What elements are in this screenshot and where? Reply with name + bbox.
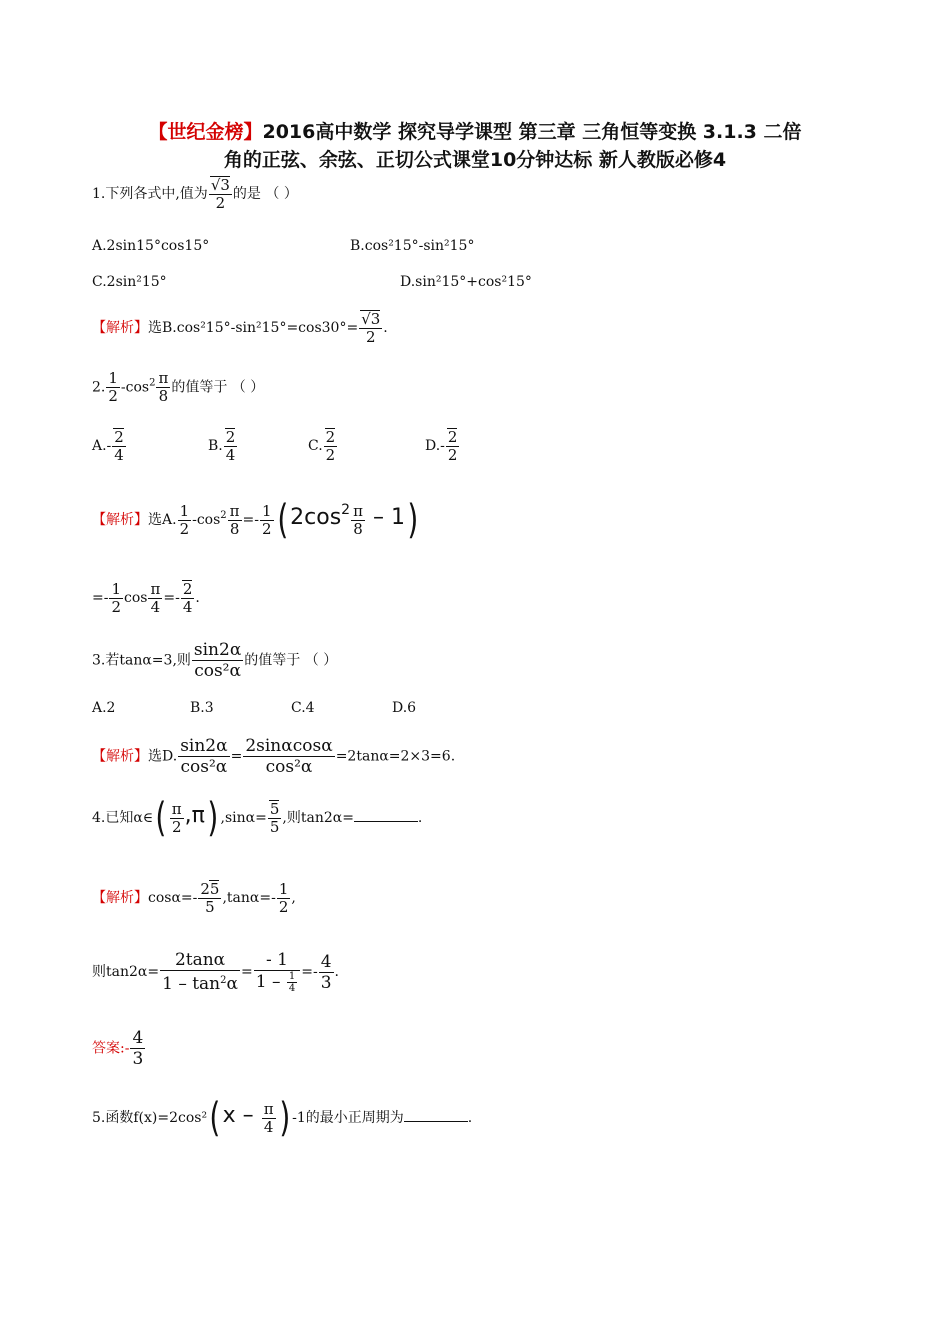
q5-stem: 5.函数f(x)=2cos²( x – $\frac{\pi}{4}$ ) -1的最小正周期为 .: [92, 1095, 473, 1141]
q1-option-a: A.2sin15°cos15°: [92, 238, 210, 254]
q4-answer: 答案:- $\frac{4}{3}$: [92, 1028, 144, 1069]
q5-answer-blank: [404, 1121, 468, 1122]
q1-analysis: 【解析】选B.cos²15°-sin²15°=cos30°= $\frac{√3}{2}$ .: [92, 310, 388, 346]
q3-option-d: D.6: [392, 700, 417, 716]
q4-analysis: 【解析】cosα=- $\frac{25}{5}$ ,tanα=- $\frac{1}{2}$ ,: [92, 879, 296, 916]
q2-option-b: B. $\frac{2}{4}$: [208, 428, 236, 464]
q3-option-a: A.2: [92, 700, 116, 716]
q3-stem: 3.若tanα=3,则 $\frac{\sin 2\alpha}{\text{cos²α}}$ 的值等于 （ ）: [92, 640, 338, 681]
q2-option-d: D.- $\frac{2}{2}$: [425, 428, 458, 464]
q2-analysis: 【解析】选A. $\frac{1}{2}$ $-\cos^2$ $\frac{\pi}{8}$ =- $\frac{1}{2}$ ( $2\cos^2$ $\frac{\pi}{8}$ – 1): [92, 497, 419, 543]
q2-option-c: C. $\frac{2}{2}$: [308, 428, 336, 464]
q1-option-b: B.cos²15°-sin²15°: [350, 238, 475, 254]
title-line1: 2016高中数学 探究导学课型 第三章 三角恒等变换 3.1.3 二倍: [262, 121, 802, 143]
q2-option-a: A.- $\frac{2}{4}$: [92, 428, 124, 464]
title-brand: 【世纪金榜】: [148, 121, 263, 143]
q3-option-c: C.4: [291, 700, 315, 716]
q1-stem: 1.下列各式中,值为 $\frac{√3}{2}$ 的是 （ ）: [92, 176, 298, 212]
q4-stem: 4.已知α∈( $\frac{\pi}{2}$ ,π) ,sinα= $\frac{5}{5}$ ,则tan2α= .: [92, 795, 423, 841]
page-title: [80, 118, 870, 174]
q1-option-d: D.sin²15°+cos²15°: [400, 274, 532, 290]
q3-option-b: B.3: [190, 700, 214, 716]
q2-analysis-line2: =- $\frac{1}{2}$ cos $\frac{\pi}{4}$ =- $\frac{2}{4}$ .: [92, 579, 200, 616]
q4-answer-blank: [354, 821, 418, 822]
q1-option-c: C.2sin²15°: [92, 274, 167, 290]
q4-analysis-line2: 则tan2α= $\frac{2\tan\alpha}{1 - \tan^2\alpha}$ = - 1 1 – $\frac{1}{4}$ =- $\frac{4}{3}$ .: [92, 950, 339, 994]
q3-analysis: 【解析】选D. $\frac{\sin 2\alpha}{\text{cos²α}}$ = $\frac{2\sin\alpha\cos\alpha}{\text{cos²α}}$ =2tanα=2×3=6.: [92, 736, 456, 777]
q2-stem: 2. $\frac{1}{2}$ $-\cos^2$ $\frac{\pi}{8}$ 的值等于 （ ）: [92, 369, 265, 405]
q1-fraction: $\frac{√3}{2}$: [210, 176, 230, 212]
title-line2: 角的正弦、余弦、正切公式课堂10分钟达标 新人教版必修4: [223, 149, 727, 171]
